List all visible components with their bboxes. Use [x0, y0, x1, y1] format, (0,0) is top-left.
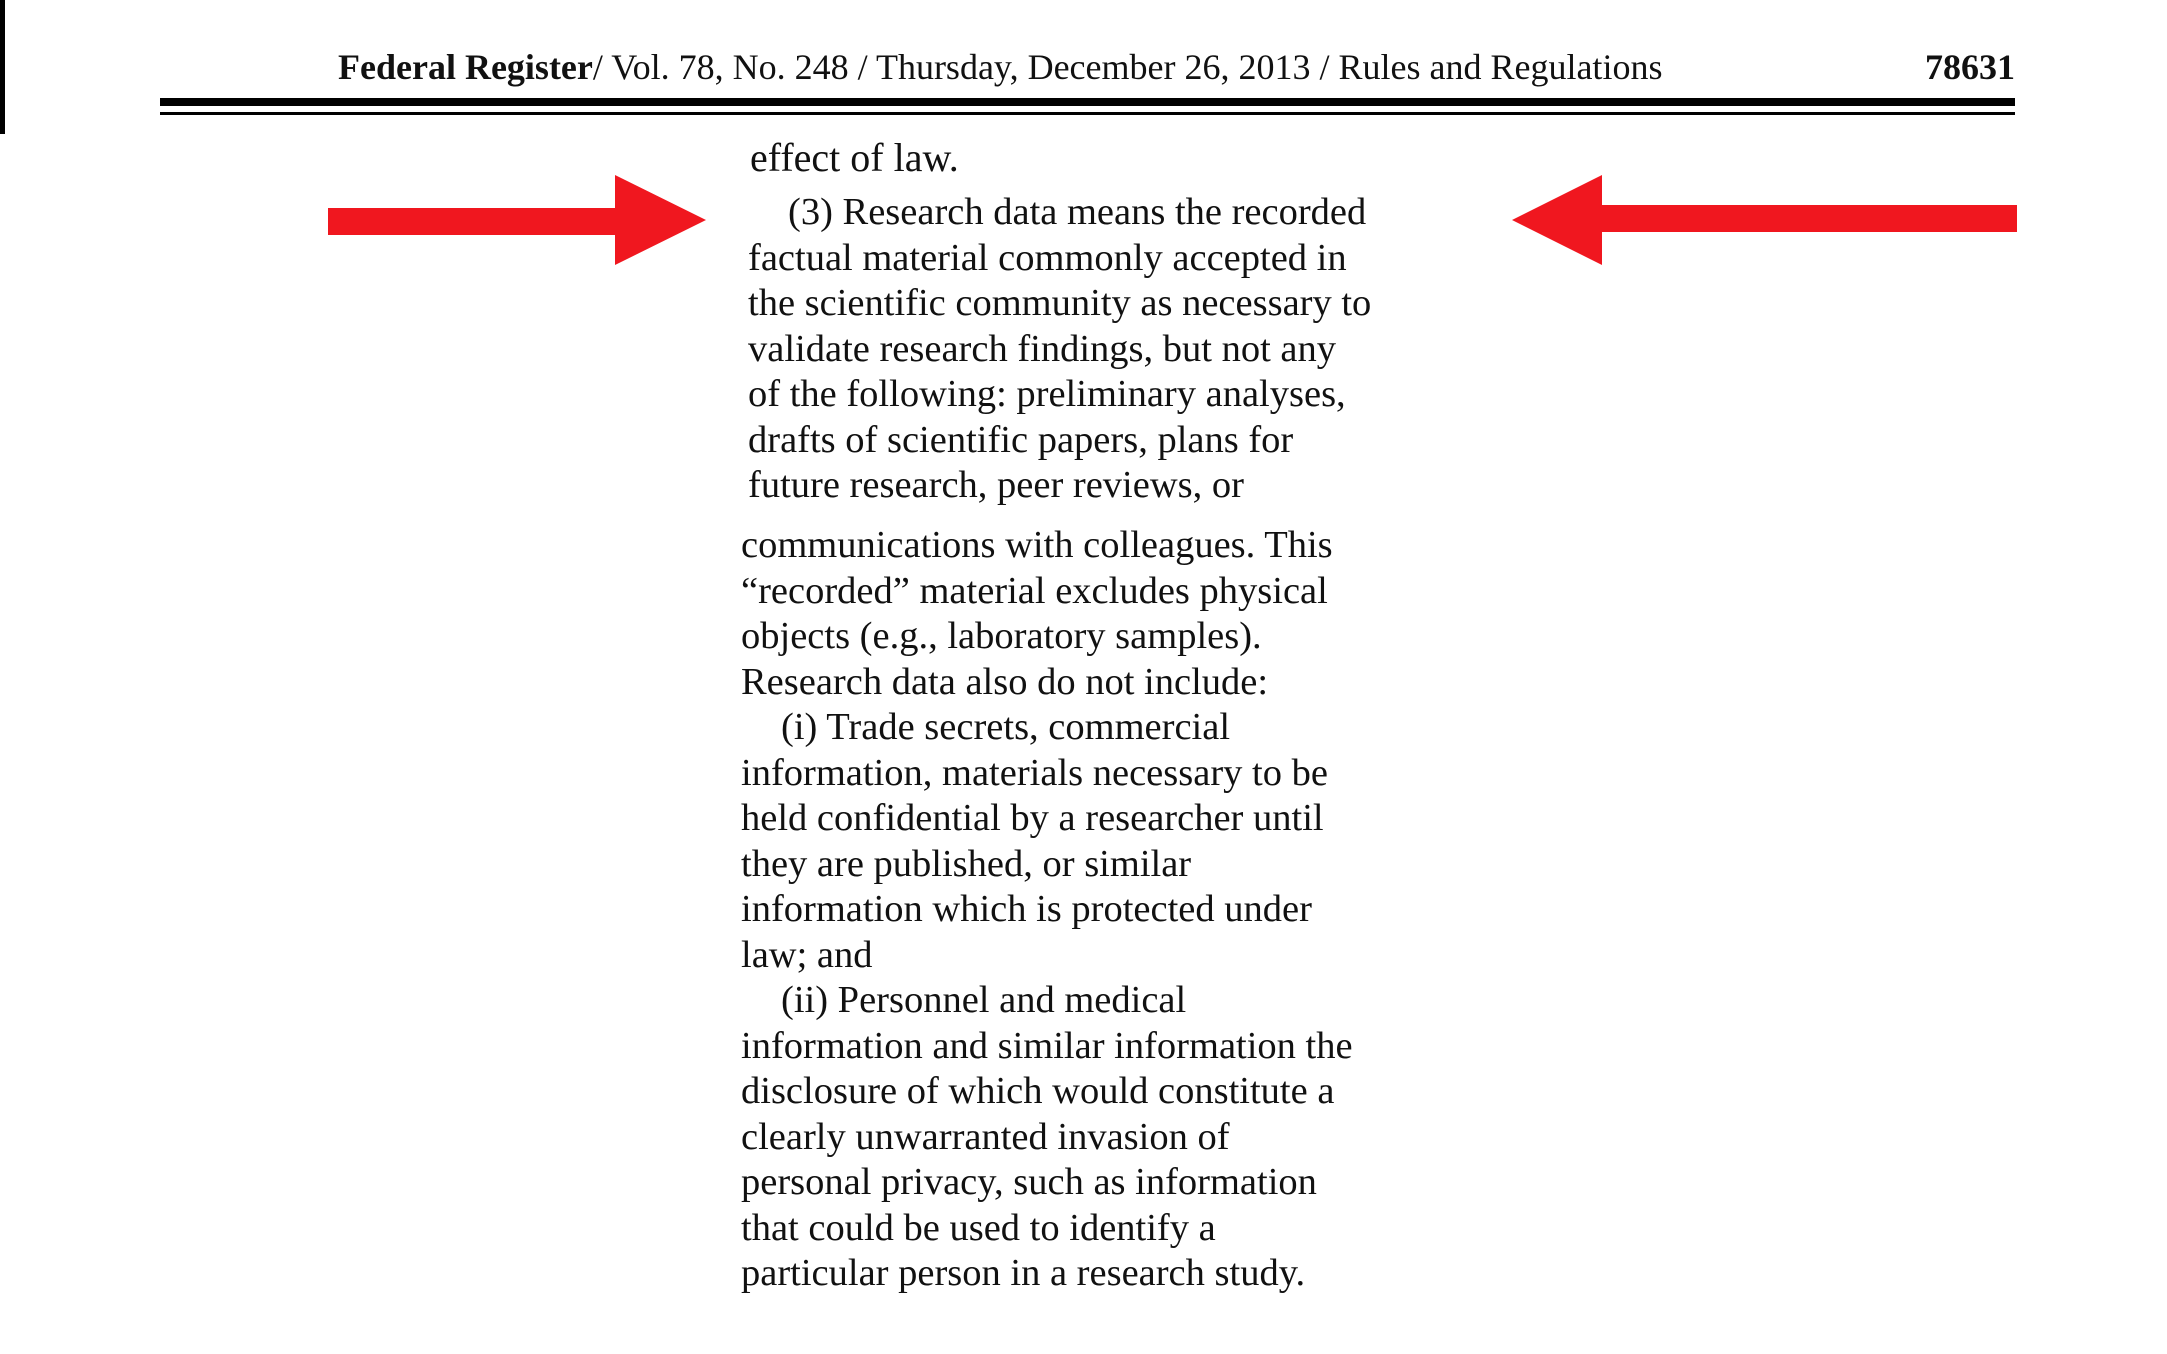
arrow-head — [615, 175, 706, 265]
text-line: clearly unwarranted invasion of — [741, 1115, 1230, 1158]
text-line: factual material commonly accepted in — [748, 236, 1347, 279]
page-header — [160, 42, 2015, 92]
text-line: information, materials necessary to be — [741, 751, 1328, 794]
arrow-right-icon — [328, 175, 728, 265]
text-line: objects (e.g., laboratory samples). — [741, 615, 1262, 657]
text-line: information which is protected under — [741, 888, 1312, 930]
text-line: that could be used to identify a — [741, 1206, 1216, 1249]
paragraph-research-data-exclusions — [741, 523, 1353, 1297]
publication-line — [338, 42, 1662, 92]
text-line: (3) Research data means the recorded — [788, 191, 1367, 233]
arrow-shaft — [1600, 205, 2017, 232]
publication-name: Federal Register — [338, 47, 593, 87]
text-line: validate research findings, but not any — [748, 327, 1337, 370]
paragraph-research-data-definition — [748, 190, 1371, 509]
text-line: the scientific community as necessary to — [748, 282, 1372, 324]
text-line: (i) Trade secrets, commercial — [781, 706, 1231, 748]
text-line: drafts of scientific papers, plans for — [748, 418, 1294, 461]
text-line: future research, peer reviews, or — [748, 464, 1244, 506]
cutoff-text-fragment — [750, 135, 1050, 186]
text-line: “recorded” material excludes physical — [741, 569, 1328, 612]
page-number: 78631 — [1925, 47, 2015, 87]
text-line: disclosure of which would constitute a — [741, 1070, 1335, 1112]
text-line: communications with colleagues. This — [741, 524, 1333, 566]
text-line: they are published, or similar — [741, 842, 1192, 885]
text-line: particular person in a research study. — [741, 1252, 1306, 1294]
header-rule-thick — [160, 98, 2015, 106]
text-line: information and similar information the — [741, 1024, 1353, 1067]
left-edge-bar — [0, 0, 5, 134]
text-line: held confidential by a researcher until — [741, 797, 1324, 839]
text-line: of the following: preliminary analyses, — [748, 373, 1346, 415]
arrow-head — [1512, 175, 1602, 265]
text-line: personal privacy, such as information — [741, 1161, 1317, 1203]
text-line: (ii) Personnel and medical — [781, 979, 1187, 1021]
arrow-shaft — [328, 208, 618, 235]
header-rule-thin — [160, 112, 2015, 115]
publication-details: / Vol. 78, No. 248 / Thursday, December 26, 2013 / Rules and Regulations — [592, 47, 1663, 87]
cutoff-text: effect of law. — [750, 135, 959, 180]
text-line: Research data also do not include: — [741, 660, 1269, 703]
text-line: law; and — [741, 933, 873, 976]
arrow-left-icon — [1512, 175, 1912, 265]
